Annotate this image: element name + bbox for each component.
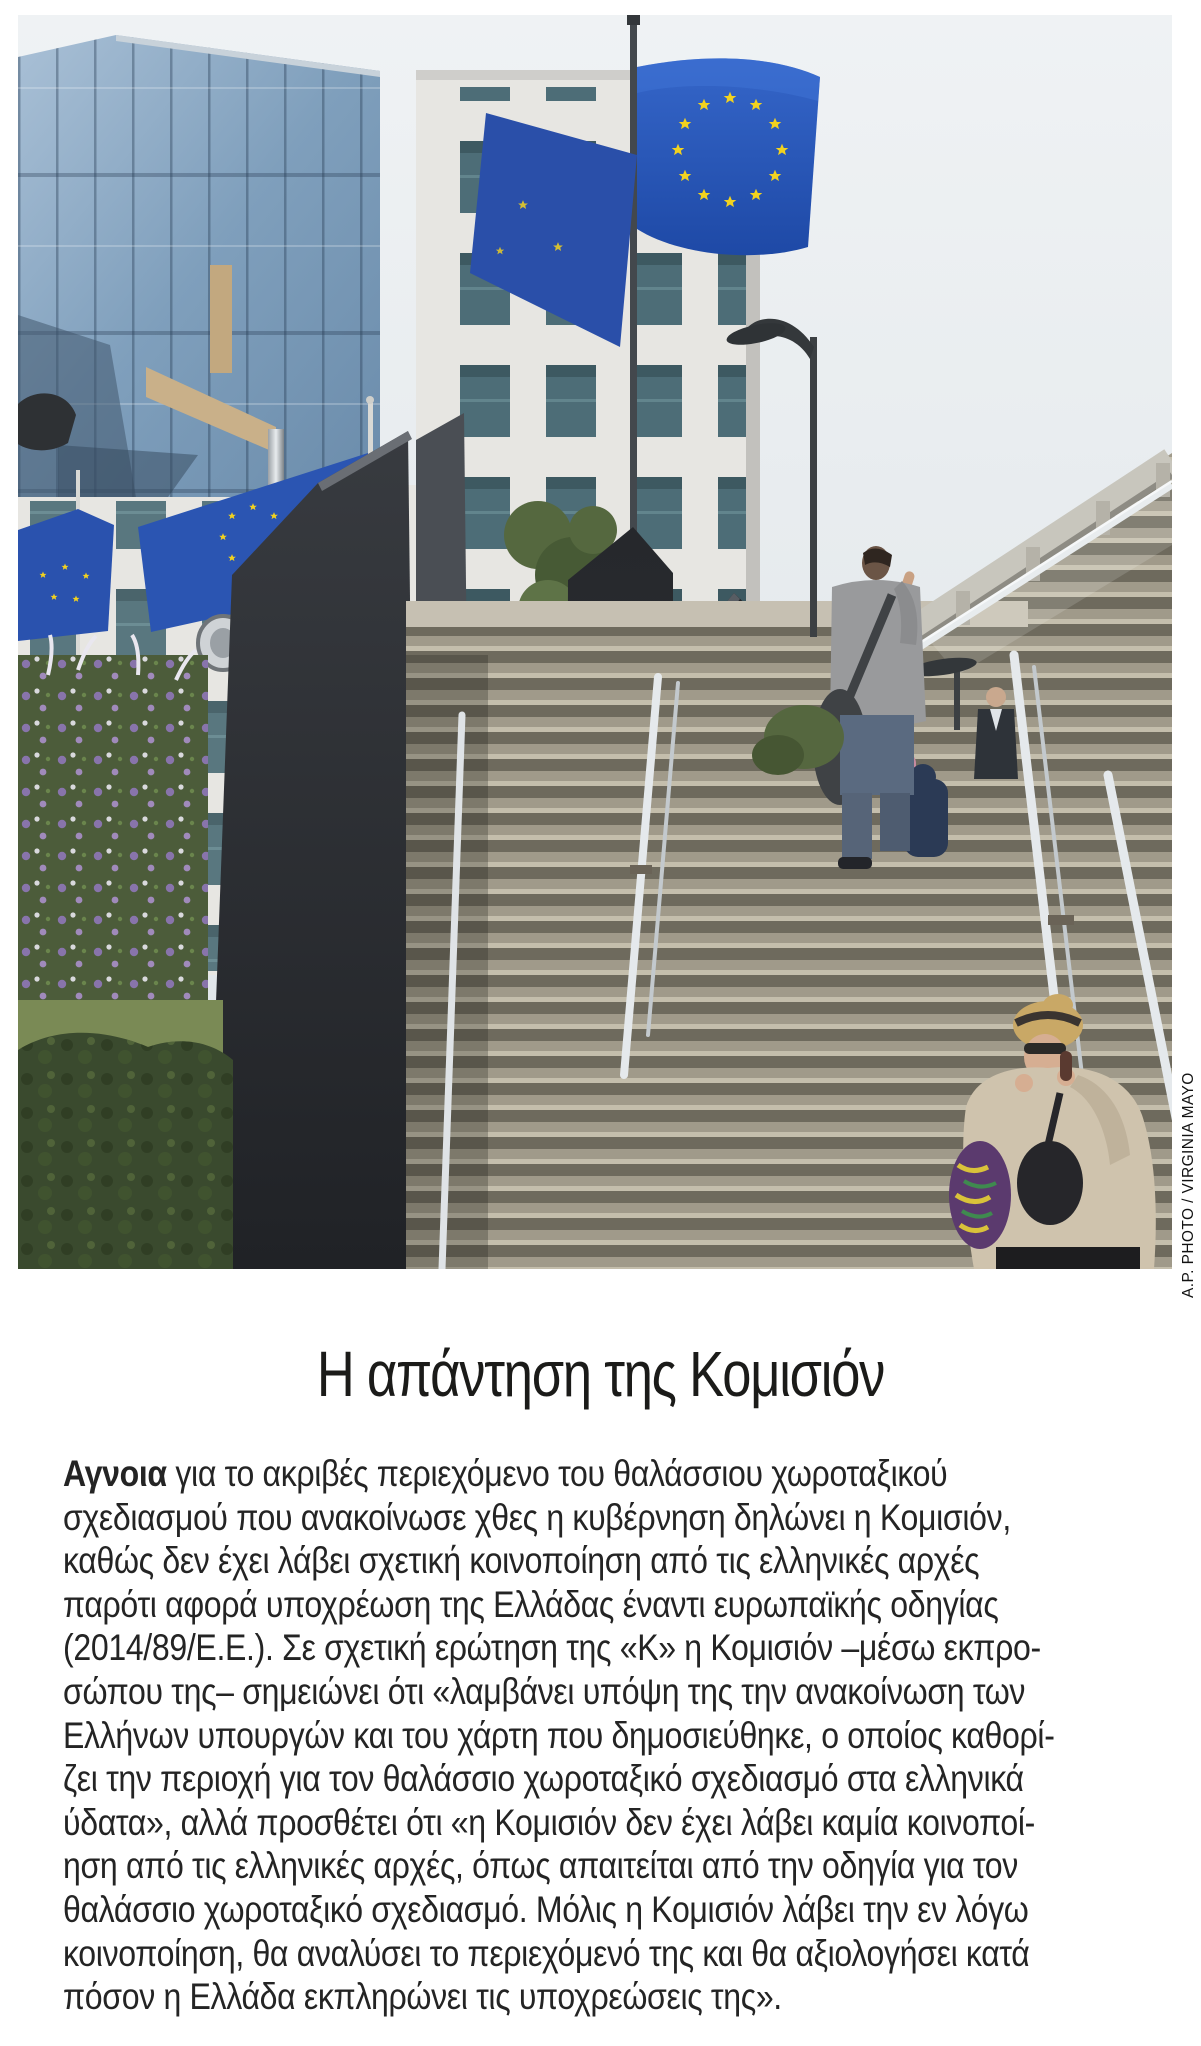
article-body bbox=[63, 1452, 1173, 2019]
body-line: ηση από τις ελληνικές αρχές, όπως απαιτείται από την οδηγία για τον bbox=[63, 1844, 1018, 1887]
photo-illustration bbox=[18, 15, 1172, 1269]
body-line: Ελλήνων υπουργών και του χάρτη που δημοσιεύθηκε, ο οποίος καθορί- bbox=[63, 1713, 1055, 1756]
body-line: θαλάσσιο χωροταξικό σχεδιασμό. Μόλις η Κομισιόν λάβει την εν λόγω bbox=[63, 1887, 1029, 1930]
body-line: πόσον η Ελλάδα εκπληρώνει τις υποχρεώσεις της». bbox=[63, 1975, 782, 2018]
photo-credit: A.P. PHOTO / VIRGINIA MAYO bbox=[1180, 1072, 1197, 1298]
body-line: κοινοποίηση, θα αναλύσει το περιεχόμενό της και θα αξιολογήσει κατά bbox=[63, 1931, 1030, 1974]
body-line: (2014/89/Ε.Ε.). Σε σχετική ερώτηση της «Κ» η Κομισιόν –μέσω εκπρο- bbox=[63, 1626, 1041, 1669]
body-line: σώπου της– σημειώνει ότι «λαμβάνει υπόψη της την ανακοίνωση των bbox=[63, 1669, 1026, 1712]
body-line: ζει την περιοχή για τον θαλάσσιο χωροταξικό σχεδιασμό στα ελληνικά bbox=[63, 1757, 1024, 1800]
body-line: καθώς δεν έχει λάβει σχετική κοινοποίηση από τις ελληνικές αρχές bbox=[63, 1539, 980, 1582]
body-line: ύδατα», αλλά προσθέτει ότι «η Κομισιόν δεν έχει λάβει καμία κοινοποί- bbox=[63, 1800, 1036, 1843]
body-line: Αγνοια για το ακριβές περιεχόμενο του θαλάσσιου χωροταξικού bbox=[63, 1452, 948, 1494]
lead-word: Αγνοια bbox=[63, 1452, 167, 1494]
article-photo bbox=[18, 15, 1172, 1269]
body-line: παρότι αφορά υποχρέωση της Ελλάδας έναντι ευρωπαϊκής οδηγίας bbox=[63, 1582, 999, 1625]
article-headline: Η απάντηση της Κομισιόν bbox=[316, 1338, 885, 1410]
flower-bed bbox=[18, 635, 208, 1055]
street-lamp-icon bbox=[18, 393, 76, 450]
body-line: σχεδιασμού που ανακοίνωσε χθες η κυβέρνηση δηλώνει η Κομισιόν, bbox=[63, 1495, 1011, 1538]
